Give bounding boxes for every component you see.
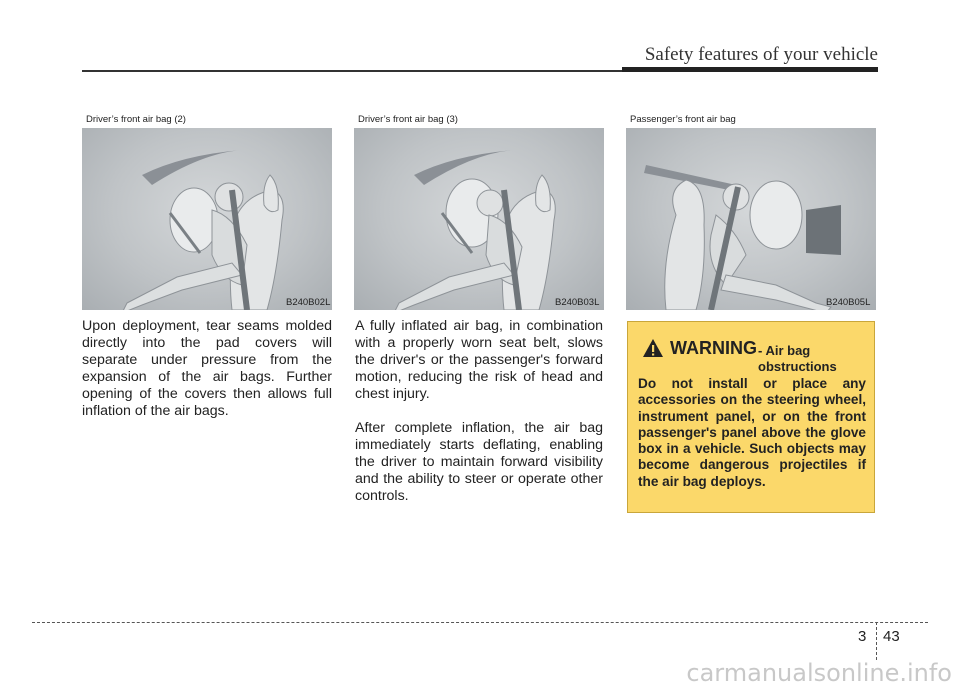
warning-heading (642, 338, 867, 374)
figure-3-passenger-airbag (626, 128, 876, 310)
figure-1-driver-airbag-2 (82, 128, 332, 310)
middle-column-paragraph-2: After complete inflation, the air bag immediately starts deflating, enabling the driver to maintain forward visibility and the ability to steer or operate other controls. (355, 420, 603, 504)
left-column-text: Upon deployment, tear seams molded directly into the pad covers will separate under pressure from the expansion of the air bags. Further opening of the covers then allows full inflation of the air bags. (82, 318, 332, 419)
warning-text: Do not install or place any accessories on the steering wheel, instrument panel, or on the front passenger's panel above the glove box in a vehicle. Such objects may become dangerous projectiles if the air bag deploys. (638, 376, 866, 489)
chapter-number: 3 (858, 628, 867, 645)
footer-rule (32, 622, 928, 623)
warning-topic: - Air bag obstructions (758, 343, 837, 374)
figure-caption-2: Driver’s front air bag (3) (358, 114, 458, 125)
page-header-title: Safety features of your vehicle (644, 44, 878, 65)
watermark: carmanualsonline.info (686, 659, 952, 687)
figure-code-3: B240B05L (826, 297, 871, 308)
figure-code-2: B240B03L (555, 297, 600, 308)
figure-code-1: B240B02L (286, 297, 331, 308)
warning-box (627, 321, 875, 513)
figure-caption-3: Passenger’s front air bag (630, 114, 736, 125)
middle-column-paragraph-1: A fully inflated air bag, in combination with a properly worn seat belt, slows the driver's or the passenger's forward motion, reducing the risk of head and chest injury. (355, 318, 603, 402)
page-number: 43 (883, 628, 900, 645)
page-number-divider (876, 622, 877, 660)
header-rule-accent (622, 67, 878, 72)
warning-word: WARNING (670, 338, 757, 358)
header-rule (82, 70, 622, 72)
figure-2-driver-airbag-3 (354, 128, 604, 310)
figure-caption-1: Driver’s front air bag (2) (86, 114, 186, 125)
warning-triangle-icon (642, 338, 664, 358)
